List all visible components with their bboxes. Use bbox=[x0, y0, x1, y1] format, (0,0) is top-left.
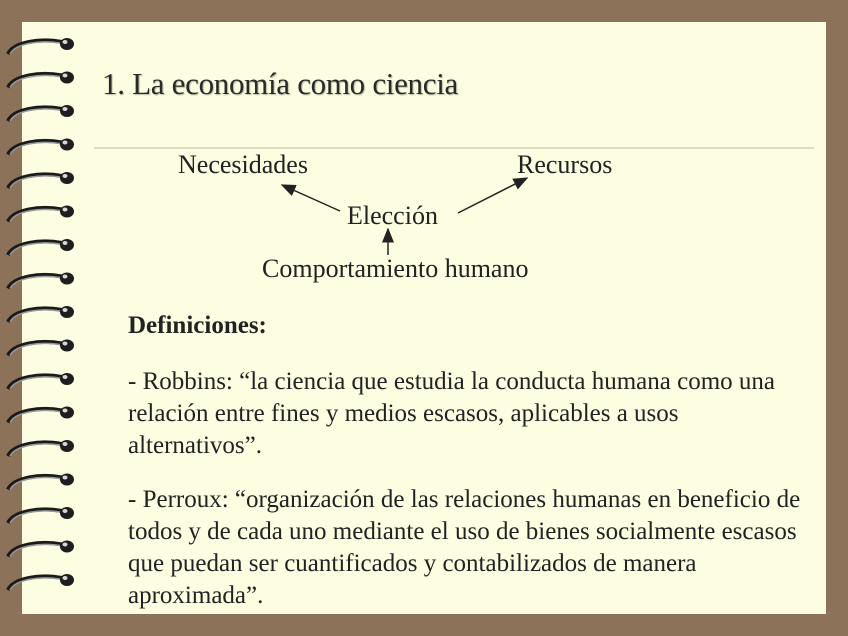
definition-perroux: - Perroux: “organización de las relaciones humanas en beneficio de todos y de cada uno mediante el uso de bienes socialmente escasos que puedan ser cuantificados y contabilizados de manera aproximada”. bbox=[128, 486, 801, 609]
slide-title: 1. La economía como ciencia bbox=[102, 66, 458, 101]
arrow-to-recursos bbox=[458, 178, 527, 213]
definition-robbins: - Robbins: “la ciencia que estudia la conducta humana como una relación entre fines y medios escasos, aplicables a usos alternativos”. bbox=[128, 368, 775, 459]
definitions-heading: Definiciones: bbox=[128, 312, 267, 339]
arrow-to-necesidades bbox=[282, 185, 340, 211]
diagram-recursos: Recursos bbox=[517, 150, 613, 179]
diagram-comportamiento: Comportamiento humano bbox=[262, 254, 529, 283]
diagram-necesidades: Necesidades bbox=[178, 150, 308, 179]
diagram-eleccion: Elección bbox=[347, 201, 438, 230]
